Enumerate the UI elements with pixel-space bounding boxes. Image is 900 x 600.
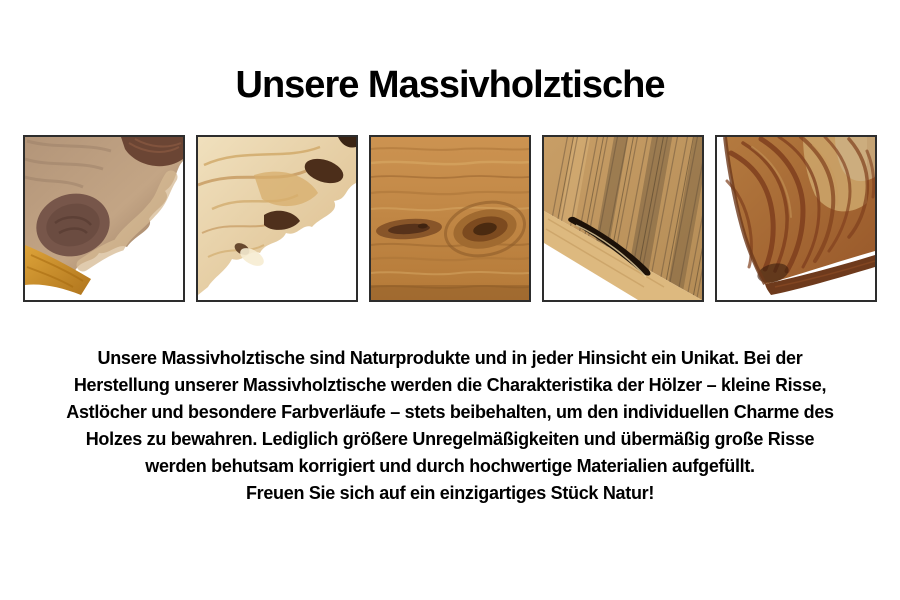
wood-photo-light-acacia-image: [198, 137, 356, 300]
description-line-3: Astlöcher und besondere Farbverläufe – stets beibehalten, um den individuellen Charme des: [66, 402, 834, 422]
gallery-image-frame-1: [23, 135, 185, 302]
description-line-1: Unsere Massivholztische sind Naturprodukte und in jeder Hinsicht ein Unikat. Bei der: [97, 348, 803, 368]
description-line-4: Holzes zu bewahren. Lediglich größere Unregelmäßigkeiten und übermäßig große Risse: [85, 429, 815, 449]
page-title: Unsere Massivholztische: [235, 64, 665, 106]
wood-photo-rough-mango-image: [544, 137, 702, 300]
description-line-5: werden behutsam korrigiert und durch hochwertige Materialien aufgefüllt.: [145, 456, 755, 476]
wood-photo-acacia-grain-image: [371, 137, 529, 300]
gallery-image-frame-2: [196, 135, 358, 302]
wood-photo-sheesham-corner-image: [717, 137, 875, 300]
description-closing-line: Freuen Sie sich auf ein einzigartiges Stück Natur!: [245, 483, 655, 503]
gallery-image-frame-3: [369, 135, 531, 302]
description-line-2: Herstellung unserer Massivholztische werden die Charakteristika der Hölzer – kleine Risse,: [73, 375, 827, 395]
description-paragraph: [0, 345, 900, 507]
wood-sample-gallery: [23, 135, 877, 302]
gallery-image-frame-4: [542, 135, 704, 302]
gallery-image-frame-5: [715, 135, 877, 302]
wood-photo-walnut-corner-image: [25, 137, 183, 300]
